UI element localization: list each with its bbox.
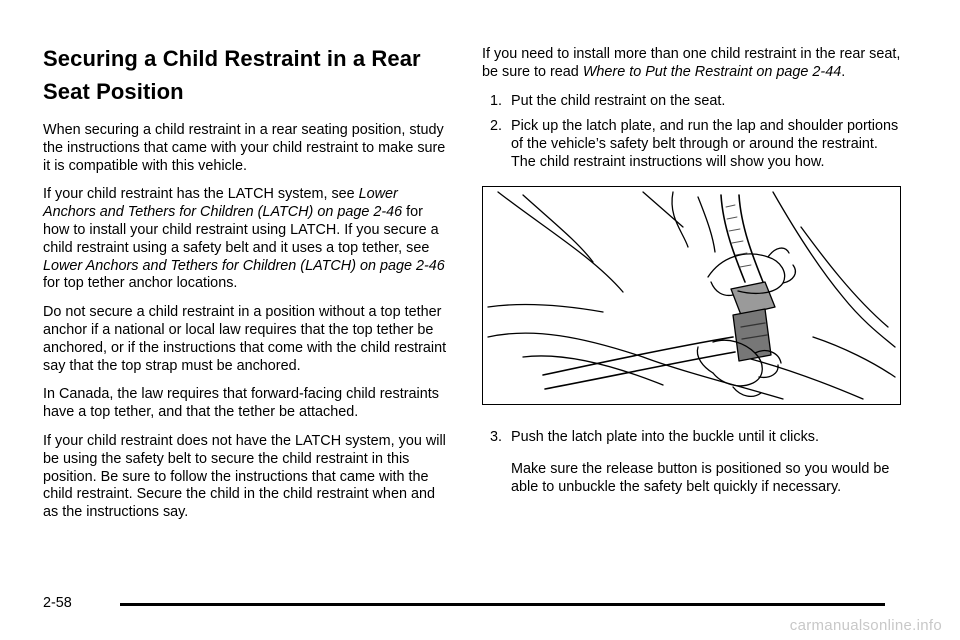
latch-paragraph — [43, 186, 453, 293]
section-title — [43, 42, 453, 108]
step-item — [482, 118, 902, 171]
latch-text-c: for top tether anchor locations. — [43, 275, 238, 292]
step-text: Push the latch plate into the buckle until it clicks. — [511, 428, 819, 445]
tether-law-paragraph: Do not secure a child restraint in a position without a top tether anchor if a national or local law requires that the top tether be anchored, or if the instructions that come with the child restraint say that the top strap must be anchored. — [43, 304, 447, 374]
where-to-put-restraint-link[interactable]: Where to Put the Restraint on page 2-44 — [582, 63, 842, 80]
release-button-note: Make sure the release button is positioned so you would be able to unbuckle the safety belt quickly if necessary. — [511, 460, 890, 495]
top-tether-cross-reference-link[interactable]: Lower Anchors and Tethers for Children (LATCH) on page 2-46 — [43, 257, 445, 274]
multiple-restraints-paragraph — [482, 46, 902, 82]
intro-text-a: If you need to install more than one child restraint in the rear seat, be sure to read — [482, 46, 901, 80]
left-column — [43, 42, 453, 533]
instruction-steps — [482, 93, 902, 172]
compatibility-paragraph: When securing a child restraint in a rear seating position, study the instructions that came with your child restraint to make sure it is compatible with this vehicle. — [43, 122, 446, 174]
intro-text-b: . — [841, 63, 846, 80]
watermark: carmanualsonline.info — [789, 617, 942, 634]
section-title-line1: Securing a Child Restraint in a Rear — [43, 46, 421, 71]
right-column — [482, 46, 902, 511]
step-text: Pick up the latch plate, and run the lap and shoulder portions of the vehicle’s safety belt through or around the restraint. The child restraint instructions will show you how. — [511, 118, 899, 170]
step-item — [482, 93, 902, 111]
step-number: 3. — [490, 428, 503, 445]
canada-paragraph: In Canada, the law requires that forward-facing child restraints have a top tether, and that the tether be attached. — [43, 386, 439, 421]
footer-rule — [120, 603, 885, 606]
latch-text-b: for how to install your child restraint using LATCH. If you secure a child restraint using a safety belt and it uses a top tether, see — [43, 204, 439, 256]
page-number: 2-58 — [43, 595, 72, 611]
step-number: 2. — [490, 118, 503, 135]
section-title-line2: Seat Position — [43, 79, 184, 104]
seatbelt-illustration — [482, 186, 901, 405]
step-text: Put the child restraint on the seat. — [511, 92, 726, 109]
step-number: 1. — [490, 92, 503, 109]
step-item — [482, 429, 902, 447]
latch-text-a: If your child restraint has the LATCH system, see — [43, 186, 359, 203]
latch-cross-reference-link[interactable]: Lower Anchors and Tethers for Children (LATCH) on page 2-46 — [43, 186, 403, 221]
no-latch-paragraph: If your child restraint does not have the LATCH system, you will be using the safety belt to secure the child restraint in this position. Be sure to follow the instructions that came with the child restraint. Secure the child in the child restraint when and as the instructions say. — [43, 432, 446, 521]
